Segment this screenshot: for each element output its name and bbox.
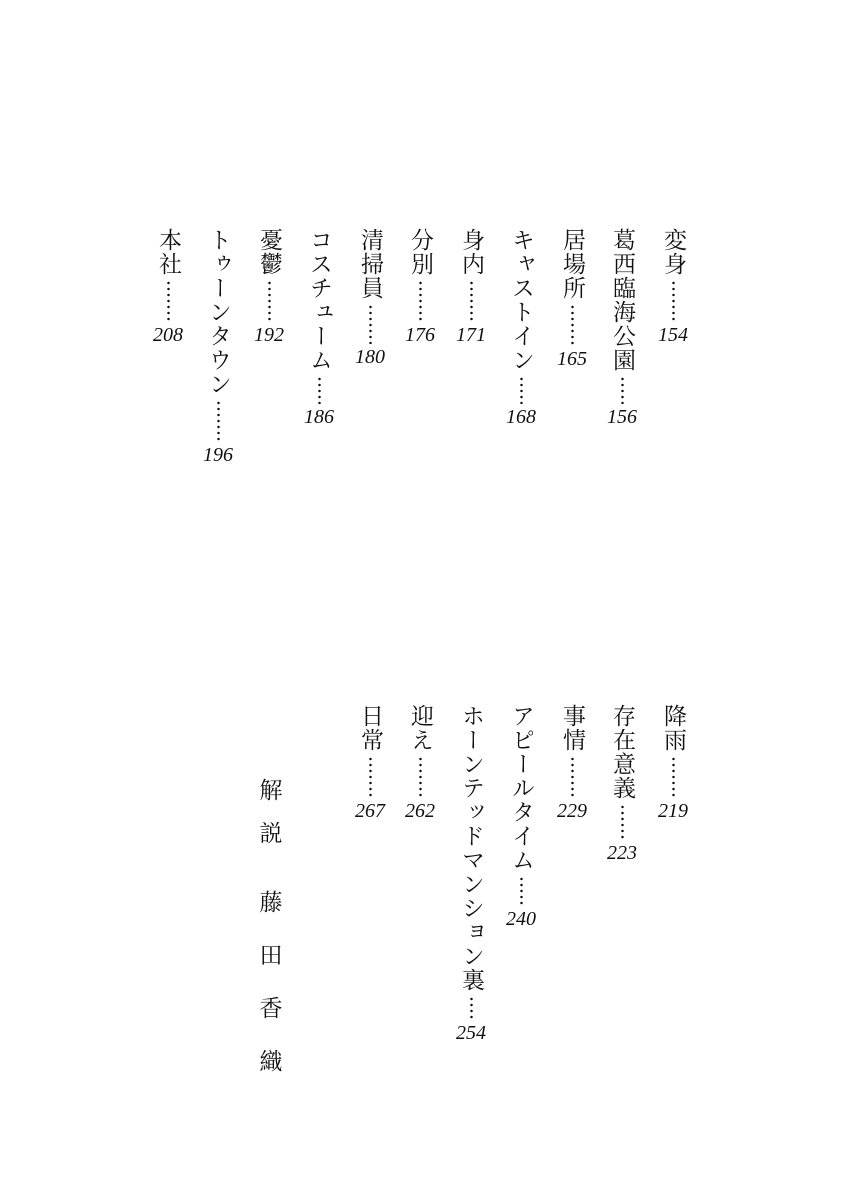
toc-entry[interactable] xyxy=(600,704,644,864)
toc-entry-page: 267 xyxy=(355,800,385,822)
dot-leader xyxy=(470,996,473,1020)
toc-entry-title: キャストイン xyxy=(508,228,534,372)
toc-entry[interactable] xyxy=(449,704,493,1044)
toc-entry-page: 196 xyxy=(203,444,233,466)
toc-entry-title: コスチューム xyxy=(306,228,332,372)
dot-leader xyxy=(369,756,372,798)
toc-entry-title: トゥーンタウン xyxy=(205,228,231,396)
toc-entry-title: 憂鬱 xyxy=(256,228,282,276)
toc-entry-title: アピールタイム xyxy=(508,704,534,872)
toc-entry[interactable] xyxy=(348,228,392,368)
dot-leader xyxy=(167,280,170,322)
toc-entry-page: 262 xyxy=(405,800,435,822)
dot-leader xyxy=(672,756,675,798)
toc-entry[interactable] xyxy=(398,704,442,822)
commentary-author: 藤田香織 xyxy=(255,890,282,1102)
toc-entry-title: 日常 xyxy=(357,704,383,752)
toc-entry-title: 存在意義 xyxy=(609,704,635,800)
toc-entry[interactable] xyxy=(297,228,341,428)
toc-entry-title: ホーンテッドマンション裏 xyxy=(458,704,484,992)
toc-entry-page: 180 xyxy=(355,346,385,368)
dot-leader xyxy=(571,304,574,346)
toc-entry[interactable] xyxy=(499,704,543,930)
toc-entry-page: 154 xyxy=(658,324,688,346)
toc-entry[interactable] xyxy=(247,228,291,346)
toc-entry[interactable] xyxy=(651,228,695,346)
dot-leader xyxy=(217,400,220,442)
dot-leader xyxy=(621,804,624,840)
toc-entry-title: 葛西臨海公園 xyxy=(609,228,635,372)
dot-leader xyxy=(419,280,422,322)
toc-entry-page: 254 xyxy=(456,1022,486,1044)
toc-entry[interactable] xyxy=(651,704,695,822)
toc-entry-title: 変身 xyxy=(660,228,686,276)
toc-entry[interactable] xyxy=(449,228,493,346)
toc-entry-title: 事情 xyxy=(559,704,585,752)
toc-entry-page: 165 xyxy=(557,348,587,370)
toc-entry-title: 分別 xyxy=(407,228,433,276)
toc-entry[interactable] xyxy=(550,228,594,370)
toc-entry-page: 171 xyxy=(456,324,486,346)
toc-entry[interactable] xyxy=(348,704,392,822)
toc-entry-page: 176 xyxy=(405,324,435,346)
toc-entry-title: 居場所 xyxy=(559,228,585,300)
commentary-entry[interactable] xyxy=(247,778,291,1102)
toc-entry-page: 186 xyxy=(304,406,334,428)
toc-entry-page: 168 xyxy=(506,406,536,428)
toc-entry-page: 208 xyxy=(153,324,183,346)
dot-leader xyxy=(268,280,271,322)
dot-leader xyxy=(621,376,624,404)
dot-leader xyxy=(520,876,523,906)
dot-leader xyxy=(571,756,574,798)
dot-leader xyxy=(318,376,321,404)
dot-leader xyxy=(520,376,523,404)
dot-leader xyxy=(369,304,372,344)
toc-entry-page: 156 xyxy=(607,406,637,428)
toc-entry-title: 本社 xyxy=(155,228,181,276)
toc-entry[interactable] xyxy=(600,228,644,428)
toc-entry-title: 降雨 xyxy=(660,704,686,752)
toc-entry-title: 清掃員 xyxy=(357,228,383,300)
commentary-heading: 解説 xyxy=(255,778,282,864)
toc-entry-page: 192 xyxy=(254,324,284,346)
toc-entry[interactable] xyxy=(398,228,442,346)
toc-entry[interactable] xyxy=(146,228,190,346)
toc-entry[interactable] xyxy=(196,228,240,466)
toc-entry[interactable] xyxy=(499,228,543,428)
toc-entry-page: 219 xyxy=(658,800,688,822)
dot-leader xyxy=(672,280,675,322)
toc-entry-page: 223 xyxy=(607,842,637,864)
toc-entry-title: 迎え xyxy=(407,704,433,752)
dot-leader xyxy=(470,280,473,322)
toc-entry[interactable] xyxy=(550,704,594,822)
dot-leader xyxy=(419,756,422,798)
toc-entry-page: 229 xyxy=(557,800,587,822)
toc-entry-page: 240 xyxy=(506,908,536,930)
toc-entry-title: 身内 xyxy=(458,228,484,276)
